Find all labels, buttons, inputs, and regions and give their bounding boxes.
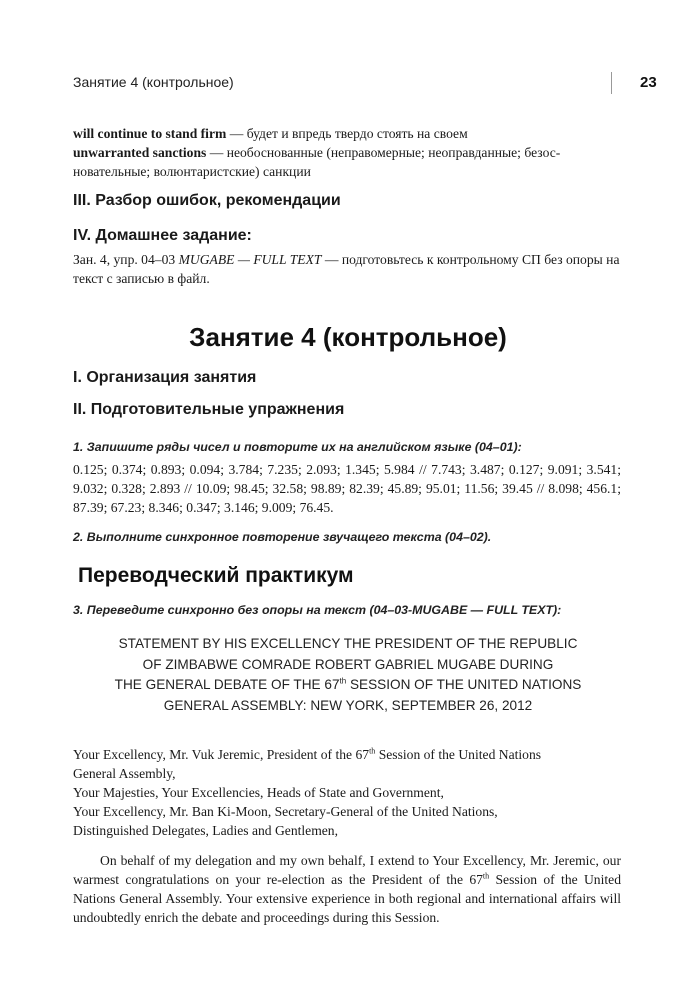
salutation-line (73, 745, 633, 764)
practicum-heading: Переводческий практикум (78, 564, 354, 587)
salutation-part: Session of the United Nations (375, 747, 542, 762)
salutation-block (73, 745, 633, 840)
glossary-term: unwarranted sanctions (73, 145, 207, 160)
statement-line: STATEMENT BY HIS EXCELLENCY THE PRESIDENT OF THE REPUBLIC (118, 636, 578, 651)
ordinal-suffix: th (482, 871, 490, 881)
ordinal-suffix: th (369, 746, 376, 756)
lesson-title: Занятие 4 (контрольное) (189, 322, 507, 352)
glossary-definition: — необоснованные (неправомерные; неоправданные; безос-новательные; волюнтаристские) санкции (73, 145, 561, 179)
task-2-instruction: 2. Выполните синхронное повторение звучащего текста (04–02). (73, 530, 492, 544)
paragraph-part: On behalf of my delegation and my own behalf, I extend to Your Excellency, Mr. Jeremic, our warmest congratulations on your re-election as the President of the 67 (73, 853, 621, 887)
header-divider (611, 72, 612, 94)
running-head-title: Занятие 4 (контрольное) (73, 74, 234, 90)
homework-suffix: — подготовьтесь к контрольному СП без опоры на текст с записью в файл. (73, 252, 620, 286)
salutation-line: Distinguished Delegates, Ladies and Gentlemen, (73, 823, 339, 838)
statement-line-part: SESSION OF THE UNITED NATIONS (346, 677, 582, 692)
homework-prefix: Зан. 4, упр. 04–03 (73, 252, 179, 267)
ordinal-suffix: th (339, 676, 347, 686)
errors-heading: III. Разбор ошибок, рекомендации (73, 192, 341, 209)
glossary-entry (73, 143, 621, 181)
paragraph-part: Session of the United Nations General Assembly. Your extensive experience in both regional and international affairs will undoubtedly enrich the debate and proceedings during this Session. (73, 872, 621, 925)
glossary (73, 124, 621, 181)
statement-title (60, 634, 636, 716)
glossary-definition: — будет и впредь твердо стоять на своем (226, 126, 468, 141)
statement-line: GENERAL ASSEMBLY: NEW YORK, SEPTEMBER 26, 2012 (163, 697, 533, 713)
glossary-term: will continue to stand firm (73, 126, 227, 141)
preparatory-heading: II. Подготовительные упражнения (73, 401, 345, 418)
statement-line (60, 675, 636, 696)
salutation-line: General Assembly, (73, 766, 176, 781)
page-number: 23 (640, 74, 657, 91)
task-1-instruction: 1. Запишите ряды чисел и повторите их на английском языке (04–01): (73, 440, 522, 454)
organization-heading: I. Организация занятия (73, 369, 257, 386)
task-3-instruction: 3. Переведите синхронно без опоры на текст (04–03-MUGABE — FULL TEXT): (73, 603, 562, 617)
glossary-entry (73, 124, 621, 143)
homework-text (73, 250, 621, 288)
body-paragraph (73, 851, 621, 927)
salutation-line: Your Majesties, Your Excellencies, Heads of State and Government, (73, 785, 444, 800)
statement-line-part: THE GENERAL DEBATE OF THE 67 (114, 677, 340, 692)
homework-italic: MUGABE — FULL TEXT (178, 252, 322, 267)
number-series: 0.125; 0.374; 0.893; 0.094; 3.784; 7.235; 2.093; 1.345; 5.984 // 7.743; 3.487; 0.127; 9.091; 3.541; 9.032; 0.328; 2.893 // 10.09; 98.45; 32.58; 98.89; 82.39; 45.89; 95.01; 11.56; 39.45 // 8.098; 456.1; 87.39; 67.23; 8.346; 0.347; 3.146; 9.009; 76.45. (73, 462, 621, 515)
statement-line: OF ZIMBABWE COMRADE ROBERT GABRIEL MUGABE DURING (142, 656, 554, 672)
salutation-part: Your Excellency, Mr. Vuk Jeremic, President of the 67 (73, 747, 370, 762)
salutation-line: Your Excellency, Mr. Ban Ki-Moon, Secretary-General of the United Nations, (73, 804, 498, 819)
homework-heading: IV. Домашнее задание: (73, 227, 252, 244)
